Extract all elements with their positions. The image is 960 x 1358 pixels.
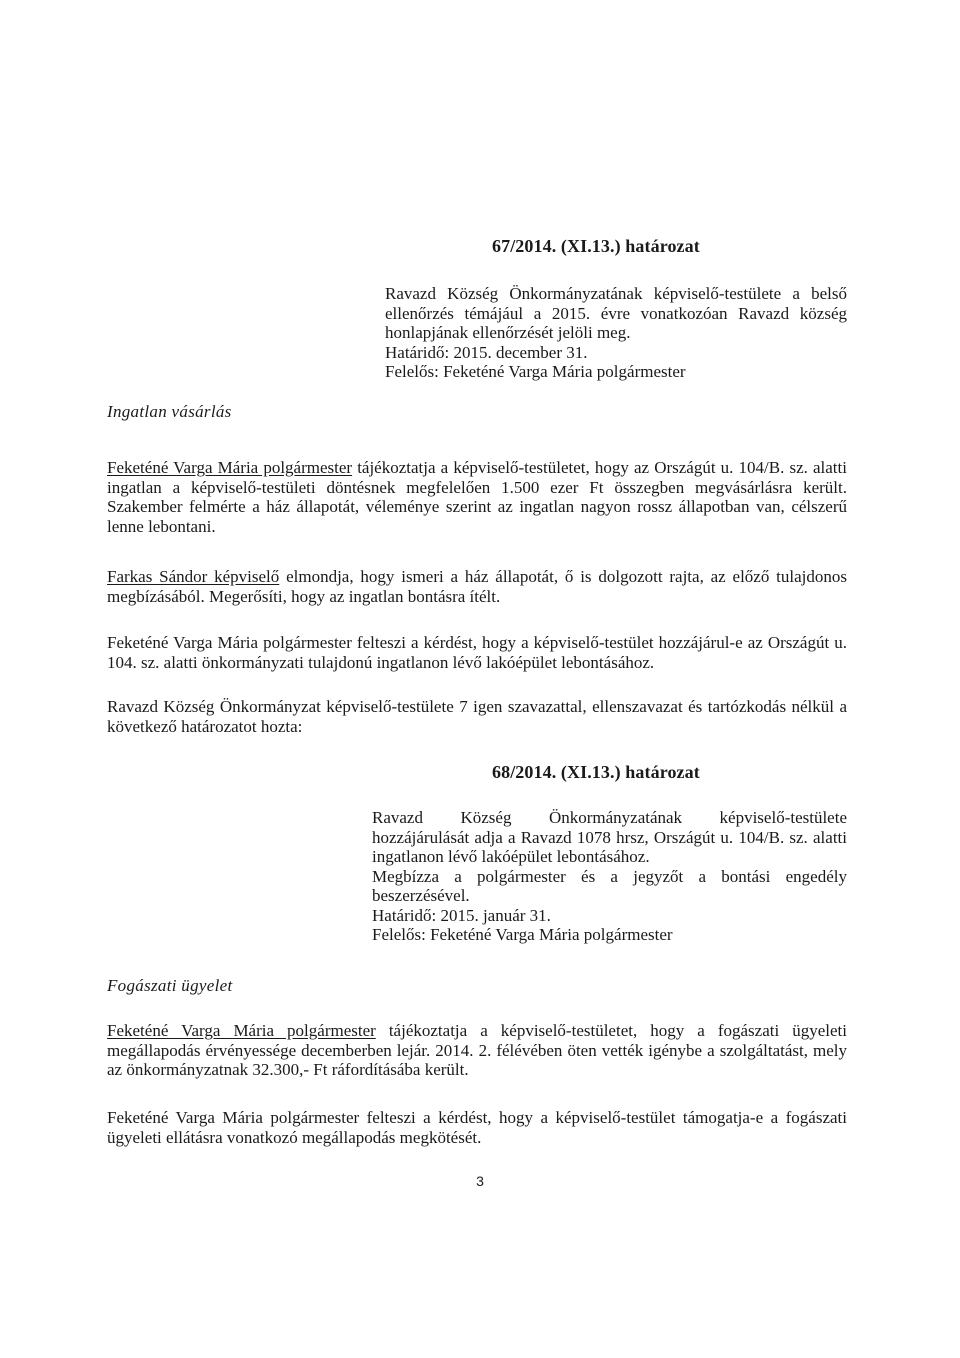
- mayor-name-underlined: Feketéné Varga Mária polgármester: [107, 458, 353, 477]
- dental-paragraph-1: [107, 1021, 847, 1080]
- property-paragraph-3: Feketéné Varga Mária polgármester felteszi a kérdést, hogy a képviselő-testület hozzájárul-e az Országút u. 104. sz. alatti önkormányzati tulajdonú ingatlanon lévő lakóépület lebontásához.: [107, 633, 847, 672]
- representative-name-underlined: Farkas Sándor képviselő: [107, 567, 280, 586]
- resolution-68-responsible: Felelős: Feketéné Varga Mária polgármester: [372, 925, 673, 944]
- dental-paragraph-2: Feketéné Varga Mária polgármester felteszi a kérdést, hogy a képviselő-testület támogatja-e a fogászati ügyeleti ellátásra vonatkozó megállapodás megkötését.: [107, 1108, 847, 1147]
- property-paragraph-4: Ravazd Község Önkormányzat képviselő-testülete 7 igen szavazattal, ellenszavazat és tartózkodás nélkül a következő határozatot hozta:: [107, 697, 847, 736]
- resolution-68-mandate: Megbízza a polgármester és a jegyzőt a bontási engedély beszerzésével.: [372, 866, 847, 905]
- resolution-67-title: 67/2014. (XI.13.) határozat: [492, 236, 700, 256]
- resolution-67-responsible: Felelős: Feketéné Varga Mária polgármester: [385, 362, 686, 381]
- page-number: 3: [476, 1173, 484, 1189]
- resolution-67-text: Ravazd Község Önkormányzatának képviselő-testülete a belső ellenőrzés témájául a 2015. évre vonatkozóan Ravazd község honlapjának ellenőrzését jelöli meg.: [385, 284, 847, 342]
- resolution-68-text: Ravazd Község Önkormányzatának képviselő-testülete hozzájárulását adja a Ravazd 1078 hrsz, Országút u. 104/B. sz. alatti ingatlanon lévő lakóépület lebontásához.: [372, 808, 847, 866]
- section-label-property-purchase: Ingatlan vásárlás: [107, 402, 232, 421]
- property-paragraph-1: [107, 458, 847, 536]
- property-paragraph-2: [107, 567, 847, 606]
- section-label-dental-duty: Fogászati ügyelet: [107, 976, 233, 995]
- mayor-name-underlined-2: Feketéné Varga Mária polgármester: [107, 1021, 376, 1040]
- property-paragraph-2-text: elmondja, hogy ismeri a ház állapotát, ő is dolgozott rajta, az előző tulajdonos megbízásából. Megerősíti, hogy az ingatlan bontásra ítélt.: [107, 567, 847, 606]
- resolution-68-body: [372, 808, 847, 945]
- resolution-68-title: 68/2014. (XI.13.) határozat: [492, 762, 700, 782]
- resolution-68-deadline: Határidő: 2015. január 31.: [372, 905, 551, 925]
- property-paragraph-1-text: tájékoztatja a képviselő-testületet, hogy az Országút u. 104/B. sz. alatti ingatlan a képviselő-testületi döntésnek megfelelően 1.500 ezer Ft összegben megvásárlásra került. Szakember felmérte a ház állapotát, véleménye szerint az ingatlan nagyon rossz állapotban van, célszerű lenne lebontani.: [107, 458, 847, 536]
- resolution-67-body: [385, 284, 847, 382]
- resolution-67-deadline: Határidő: 2015. december 31.: [385, 342, 588, 362]
- dental-paragraph-1-text: tájékoztatja a képviselő-testületet, hogy a fogászati ügyeleti megállapodás érvényessége decemberben lejár. 2014. 2. félévében öten vették igénybe a szolgáltatást, mely az önkormányzatnak 32.300,- Ft ráfordításába került.: [107, 1021, 847, 1079]
